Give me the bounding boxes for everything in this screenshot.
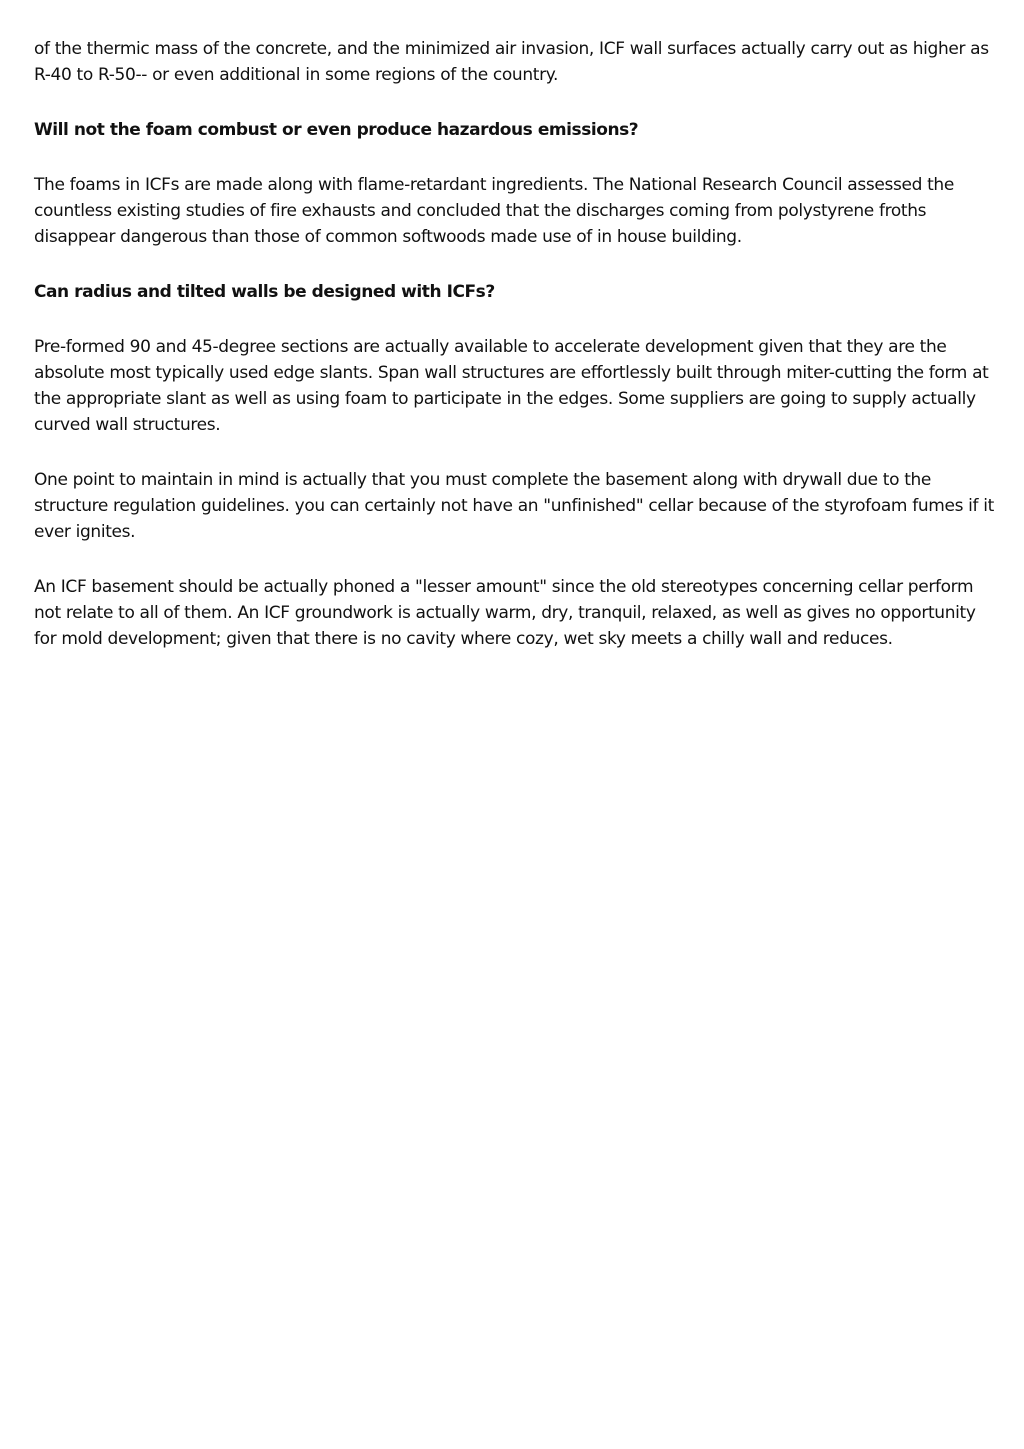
basement-drywall-paragraph: One point to maintain in mind is actually that you must complete the basement along with drywall due to the structure regulation guidelines. you can certainly not have an "unfinished" cellar because of the styrofoam fumes if it ever ignites. xyxy=(34,470,994,542)
icf-basement-paragraph: An ICF basement should be actually phoned a "lesser amount" since the old stereotypes concerning cellar perform not relate to all of them. An ICF groundwork is actually warm, dry, tranquil, relaxed, as well as gives no opportunity for mold development; given that there is no cavity where cozy, wet sky meets a chilly wall and reduces. xyxy=(34,577,976,649)
faq-question-radius-walls: Can radius and tilted walls be designed with ICFs? xyxy=(34,282,495,302)
faq-answer-radius-walls: Pre-formed 90 and 45-degree sections are actually available to accelerate development given that they are the absolute most typically used edge slants. Span wall structures are effortlessly built through miter-cutting the form at the appropriate slant as well as using foam to participate in the edges. Some suppliers are going to supply actually curved wall structures. xyxy=(34,337,989,435)
document-body xyxy=(34,36,996,681)
faq-answer-fire: The foams in ICFs are made along with flame-retardant ingredients. The National Research Council assessed the countless existing studies of fire exhausts and concluded that the discharges coming from polystyrene froths disappear dangerous than those of common softwoods made use of in house building. xyxy=(34,175,954,247)
faq-question-fire: Will not the foam combust or even produce hazardous emissions? xyxy=(34,120,639,140)
intro-paragraph: of the thermic mass of the concrete, and the minimized air invasion, ICF wall surfaces actually carry out as higher as R-40 to R-50-- or even additional in some regions of the country. xyxy=(34,39,989,85)
